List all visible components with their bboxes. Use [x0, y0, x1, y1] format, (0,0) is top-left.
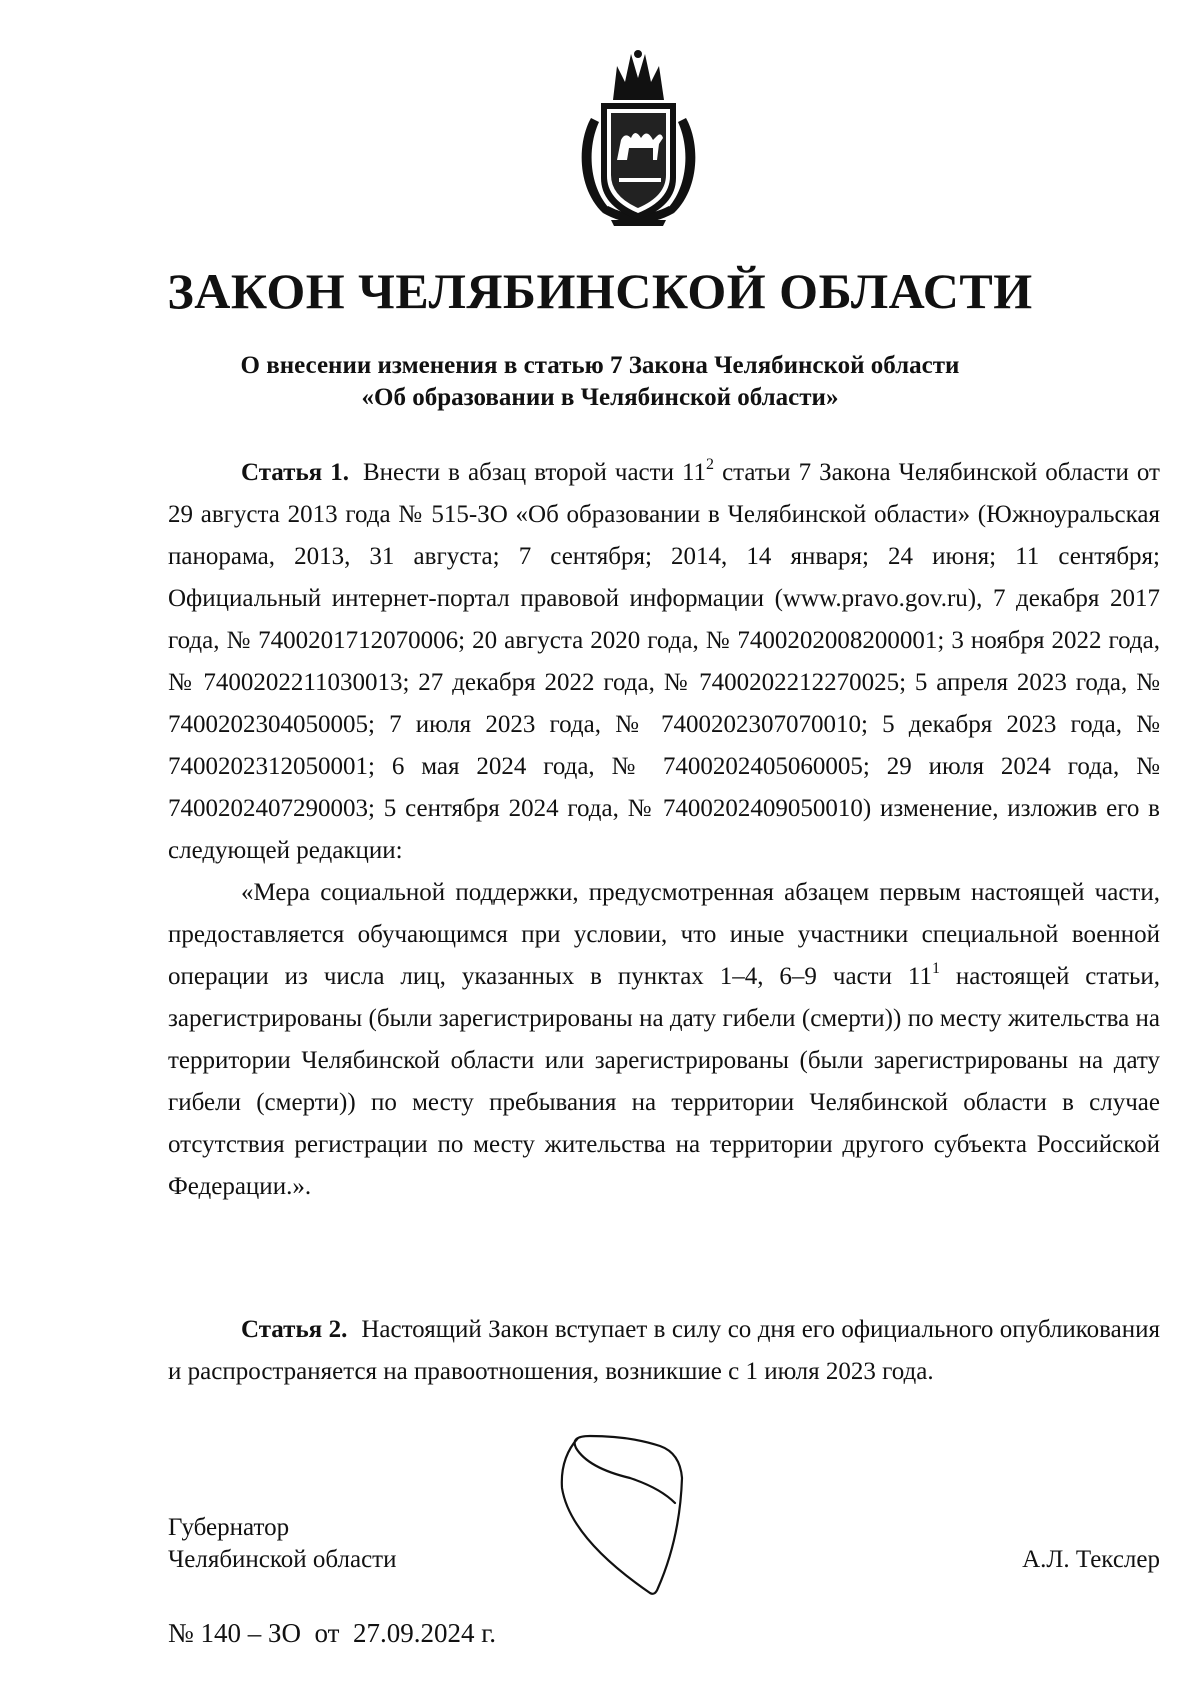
signatory-position-line-1: Губернатор	[168, 1514, 290, 1541]
signatory-position-line-2: Челябинской области	[168, 1546, 397, 1573]
document-subtitle	[0, 350, 1200, 414]
coat-of-arms-emblem	[573, 48, 704, 230]
subtitle-line-1: О внесении изменения в статью 7 Закона Челябинской области	[240, 352, 960, 379]
law-number-and-date: № 140 – ЗО от 27.09.2024 г.	[168, 1618, 497, 1648]
article-2-label: Статья 2.	[241, 1316, 348, 1343]
article-2-text: Настоящий Закон вступает в силу со дня его официального опубликования и распространяется на правоотношения, возникшие с 1 июля 2023 года.	[168, 1316, 1160, 1385]
quote-superscript: 1	[931, 959, 940, 977]
article-1-superscript: 2	[706, 455, 715, 473]
signatory-name: А.Л. Текслер	[1022, 1546, 1160, 1573]
article-2	[168, 1309, 1160, 1393]
article-1-text-start: Внести в абзац второй части 11	[362, 459, 707, 486]
subtitle-line-2: «Об образовании в Челябинской области»	[361, 384, 839, 411]
quote-text-start: «Мера социальной поддержки, предусмотренная абзацем первым настоящей части, предоставляется обучающимся при условии, что иные участники специальной военной операции из числа лиц, указанных в пунктах 1–4, 6–9 части 11	[168, 879, 1160, 990]
handwritten-signature	[530, 1418, 730, 1608]
quote-text-rest: настоящей статьи, зарегистрированы (были зарегистрированы на дату гибели (смерти)) по месту жительства на территории Челябинской области или зарегистрированы (были зарегистрированы на дату гибели (смерти)) по месту пребывания на территории Челябинской области в случае отсутствия регистрации по месту жительства на территории другого субъекта Российской Федерации.».	[168, 963, 1160, 1200]
article-1-text-rest: статьи 7 Закона Челябинской области от 29 августа 2013 года № 515-ЗО «Об образовании в Челябинской области» (Южноуральская панорама, 2013, 31 августа; 7 сентября; 2014, 14 января; 24 июня; 11 сентября; Официальный интернет-портал правовой информации (www.pravo.gov.ru), 7 декабря 2017 года, № 7400201712070006; 20 августа 2020 года, № 7400202008200001; 3 ноября 2022 года, № 7400202211030013; 27 декабря 2022 года, № 7400202212270025; 5 апреля 2023 года, № 7400202304050005; 7 июля 2023 года, № 7400202307070010; 5 декабря 2023 года, № 7400202312050001; 6 мая 2024 года, № 7400202405060005; 29 июля 2024 года, № 7400202407290003; 5 сентября 2024 года, № 7400202409050010) изменение, изложив его в следующей редакции:	[168, 459, 1160, 864]
article-1	[168, 452, 1160, 1208]
signatory-position	[168, 1512, 396, 1576]
article-1-paragraph	[168, 452, 1160, 872]
article-1-quoted-paragraph	[168, 872, 1160, 1208]
article-2-paragraph	[168, 1309, 1160, 1393]
document-title: ЗАКОН ЧЕЛЯБИНСКОЙ ОБЛАСТИ	[167, 263, 1033, 319]
article-1-label: Статья 1.	[241, 459, 349, 486]
